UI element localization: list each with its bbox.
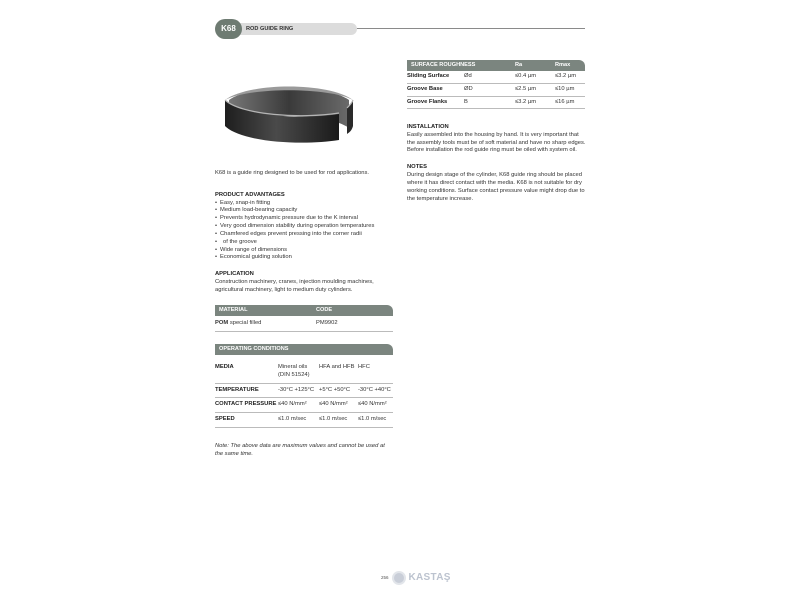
advantage-item: • Easy, snap-in fitting	[215, 200, 393, 208]
material-name: POM	[215, 320, 229, 326]
cell: HFC	[358, 364, 370, 370]
row-label: Groove Base	[407, 85, 443, 92]
table-row	[215, 361, 393, 384]
table-row	[215, 316, 393, 332]
code-header: CODE	[316, 307, 333, 313]
cell: Mineral oils (DIN 51524)	[278, 364, 310, 378]
rod-guide-ring-image	[221, 84, 357, 146]
cell: ≤40 N/mm²	[278, 401, 307, 408]
roughness-table-header	[407, 60, 585, 71]
rmax-cell: ≤3.2 µm	[555, 73, 577, 79]
cell: -30°C +125°C	[278, 386, 315, 393]
operating-conditions-title: OPERATING CONDITIONS	[215, 344, 393, 355]
material-cell	[215, 320, 316, 328]
right-column	[407, 124, 587, 212]
application-text: Construction machinery, cranes, injection moulding machines, agricultural machinery, light to medium duty cylinders.	[215, 278, 374, 293]
header-divider	[357, 28, 585, 29]
cell: ≤1.0 m/sec	[358, 416, 387, 423]
advantage-item: • Prevents hydrodynamic pressure due to the K interval	[215, 215, 393, 223]
advantage-item-continued: • of the groove	[215, 239, 393, 247]
advantage-item: • Very good dimension stability during operation temperatures	[215, 223, 393, 231]
table-row	[407, 71, 585, 84]
row-label: MEDIA	[215, 364, 234, 370]
advantages-list	[215, 200, 393, 263]
table-row	[215, 398, 393, 413]
product-intro: K68 is a guide ring designed to be used for rod applications.	[215, 170, 370, 176]
ra-header: Ra	[515, 62, 523, 68]
cell: -30°C +40°C	[358, 386, 391, 393]
cell: ≤40 N/mm²	[358, 401, 387, 408]
symbol-cell: Ød	[464, 73, 472, 79]
left-column	[215, 170, 393, 304]
cell: ≤40 N/mm²	[319, 401, 348, 408]
row-label: CONTACT PRESSURE	[215, 401, 277, 408]
row-label: SPEED	[215, 416, 235, 423]
table-row	[215, 384, 393, 399]
brand-logo-icon	[392, 571, 406, 585]
notes-title: NOTES	[407, 164, 427, 171]
installation-title: INSTALLATION	[407, 124, 449, 130]
row-label: TEMPERATURE	[215, 386, 259, 393]
operating-conditions-table	[215, 344, 393, 428]
material-header: MATERIAL	[219, 307, 248, 313]
brand-name: KASTAŞ	[408, 572, 451, 584]
product-title: ROD GUIDE RING	[231, 23, 357, 35]
cell: +5°C +50°C	[319, 386, 351, 393]
rmax-header: Rmax	[555, 62, 571, 68]
rmax-cell: ≤16 µm	[555, 98, 575, 105]
material-table	[215, 305, 393, 332]
cell: ≤1.0 m/sec	[319, 416, 348, 423]
application-title: APPLICATION	[215, 271, 254, 278]
installation-text: Easily assembled into the housing by hand. It is very important that the assembly tools must be of soft material and have no sharp edges. Before installation the rod guide ring must be oiled with system oil.	[407, 131, 586, 154]
advantage-item: • Medium load-bearing capacity	[215, 207, 393, 215]
rmax-cell: ≤10 µm	[555, 85, 575, 92]
cell: ≤1.0 m/sec	[278, 416, 307, 423]
advantage-item: • Chamfered edges prevent pressing into the corner radii	[215, 231, 393, 239]
page-number: 256	[381, 574, 389, 580]
ra-cell: ≤0.4 µm	[515, 73, 537, 79]
row-label: Groove Flanks	[407, 98, 448, 105]
symbol-cell: B	[464, 98, 468, 105]
surface-roughness-table	[407, 60, 585, 109]
page-header	[215, 19, 585, 39]
notes-text: During design stage of the cylinder, K68 guide ring should be placed where it has direct contact with the media. K68 is not suitable for dry working conditions. Surface contact pressure value might drop due to the temperature increase.	[407, 172, 585, 202]
symbol-cell: ØD	[464, 85, 473, 92]
row-label: Sliding Surface	[407, 73, 450, 79]
table-row	[407, 84, 585, 97]
material-table-header	[215, 305, 393, 316]
material-desc: special filled	[228, 320, 262, 326]
roughness-header: SURFACE ROUGHNESS	[411, 62, 476, 68]
product-code-badge: K68	[215, 19, 242, 39]
cell: HFA and HFB	[319, 364, 355, 370]
maximum-values-note: Note: The above data are maximum values and cannot be used at the same time.	[215, 443, 385, 457]
advantages-title: PRODUCT ADVANTAGES	[215, 191, 285, 198]
code-cell: PM9902	[316, 320, 338, 326]
table-row	[407, 97, 585, 110]
advantage-item: • Wide range of dimensions	[215, 247, 393, 255]
ra-cell: ≤2.5 µm	[515, 85, 537, 92]
page-footer	[381, 570, 451, 586]
ra-cell: ≤3.2 µm	[515, 98, 537, 105]
table-row	[215, 413, 393, 428]
advantage-item: • Economical guiding solution	[215, 254, 393, 262]
